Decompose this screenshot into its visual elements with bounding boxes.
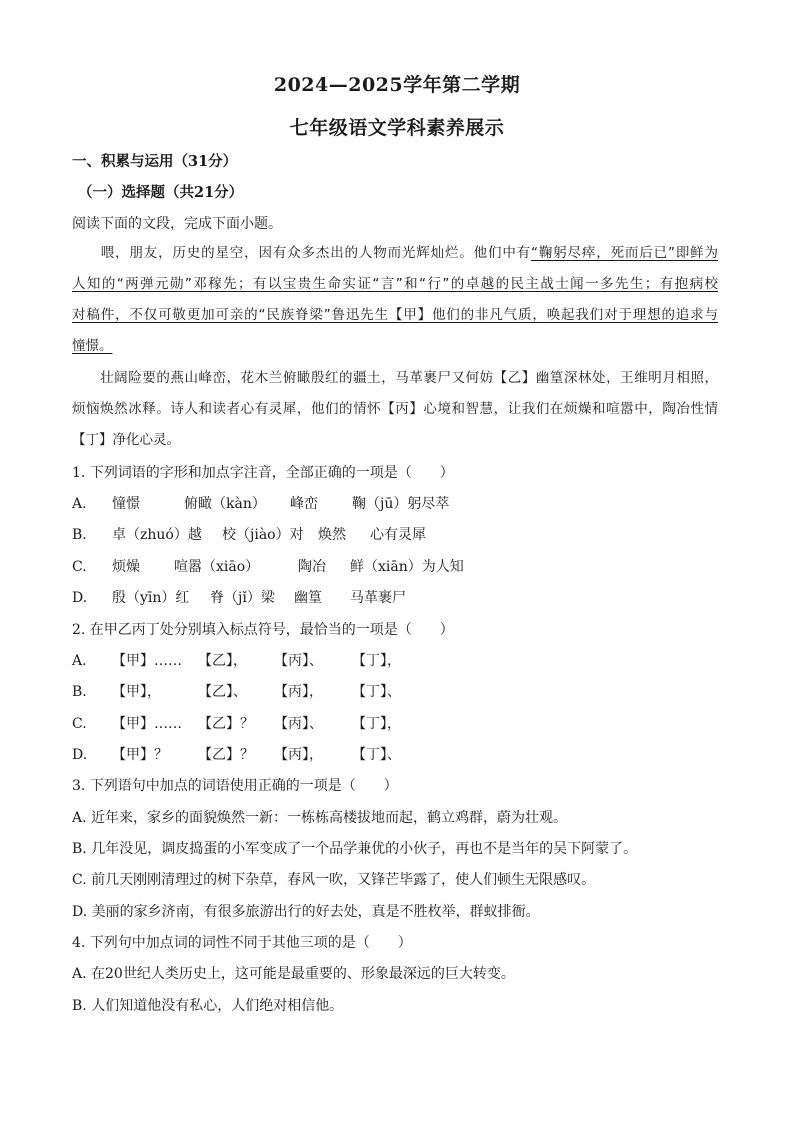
question-3-option-d[interactable]: D. 美丽的家乡济南，有很多旅游出行的好去处，真是不胜枚举，群蚁排衙。 [72, 904, 540, 920]
question-3-stem: 3. 下列语句中加点的词语使用正确的一项是（ ） [72, 778, 398, 794]
question-1-option-b[interactable]: B. 卓（zhuó）越 校（jiào）对 焕然 心有灵犀 [72, 527, 426, 543]
passage-line: 【丁】净化心灵。 [72, 432, 180, 448]
exam-subject-title: 七年级语文学科素养展示 [289, 117, 505, 139]
passage-paragraph-2 [72, 363, 718, 456]
exam-year-title: 2024—2025学年第二学期 [273, 74, 521, 96]
question-3-option-c[interactable]: C. 前几天刚刚清理过的树下杂草，春风一吹，又锋芒毕露了，使人们顿生无限感叹。 [72, 872, 596, 888]
question-3-option-a[interactable]: A. 近年来，家乡的面貌焕然一新：一栋栋高楼拔地而起，鹤立鸡群，蔚为壮观。 [72, 810, 568, 826]
question-4-stem: 4. 下列句中加点词的词性不同于其他三项的是（ ） [72, 935, 412, 951]
question-2-option-b[interactable]: B. 【甲】， 【乙】、 【丙】， 【丁】、 [72, 684, 401, 700]
part-heading: （一）选择题（共21分） [78, 184, 244, 201]
question-4-option-a[interactable]: A. 在20世纪人类历史上，这可能是最重要的、形象最深远的巨大转变。 [72, 966, 515, 982]
passage-line: 烦恼焕然冰释。诗人和读者心有灵犀，他们的情怀【丙】心境和智慧，让我们在烦燥和喧嚣中，陶冶性情 [72, 401, 718, 417]
question-2-option-d[interactable]: D. 【甲】？ 【乙】？ 【丙】， 【丁】、 [72, 747, 401, 763]
question-2-option-c[interactable]: C. 【甲】…… 【乙】？ 【丙】、 【丁】， [72, 716, 401, 732]
question-3-option-b[interactable]: B. 几年没见，调皮捣蛋的小军变成了一个品学兼优的小伙子，再也不是当年的吴下阿蒙了。 [72, 841, 638, 857]
section-heading: 一、积累与运用（31分） [72, 153, 238, 170]
question-4-option-b[interactable]: B. 人们知道他没有私心，人们绝对相信他。 [72, 998, 344, 1014]
passage-line: 憧憬。 [72, 338, 113, 354]
question-1-stem: 1. 下列词语的字形和加点字注音，全部正确的一项是（ ） [72, 465, 454, 481]
passage-line: 壮阔险要的燕山峰峦，花木兰俯瞰殷红的疆土，马革裹尸又何妨【乙】幽篁深林处，王维明月相照， [72, 370, 718, 386]
question-1-option-a[interactable]: A. 憧憬 俯瞰（kàn） 峰峦 鞠（jū）躬尽萃 [72, 496, 450, 512]
passage-line: 人知的“两弹元勋”邓稼先；有以宝贵生命实证“言”和“行”的卓越的民主战士闻一多先生；有抱病校 [72, 276, 718, 292]
question-2-stem: 2. 在甲乙丙丁处分别填入标点符号，最恰当的一项是（ ） [72, 622, 454, 638]
reading-instruction: 阅读下面的文段，完成下面小题。 [72, 216, 282, 232]
question-2-option-a[interactable]: A. 【甲】…… 【乙】， 【丙】、 【丁】， [72, 653, 401, 669]
question-1-option-d[interactable]: D. 殷（yīn）红 脊（jǐ）梁 幽篁 马革裹尸 [72, 590, 406, 606]
question-1-option-c[interactable]: C. 烦燥 喧嚣（xiāo） 陶冶 鲜（xiān）为人知 [72, 559, 464, 575]
passage-paragraph-1 [72, 238, 718, 362]
passage-line: 对稿件，不仅可敬更加可亲的“民族脊梁”鲁迅先生【甲】他们的非凡气质，唤起我们对于理想的追求与 [72, 307, 718, 323]
passage-line: 喂，朋友，历史的星空，因有众多杰出的人物而光辉灿烂。他们中有“鞠躬尽瘁，死而后已”即鲜为 [72, 245, 718, 261]
